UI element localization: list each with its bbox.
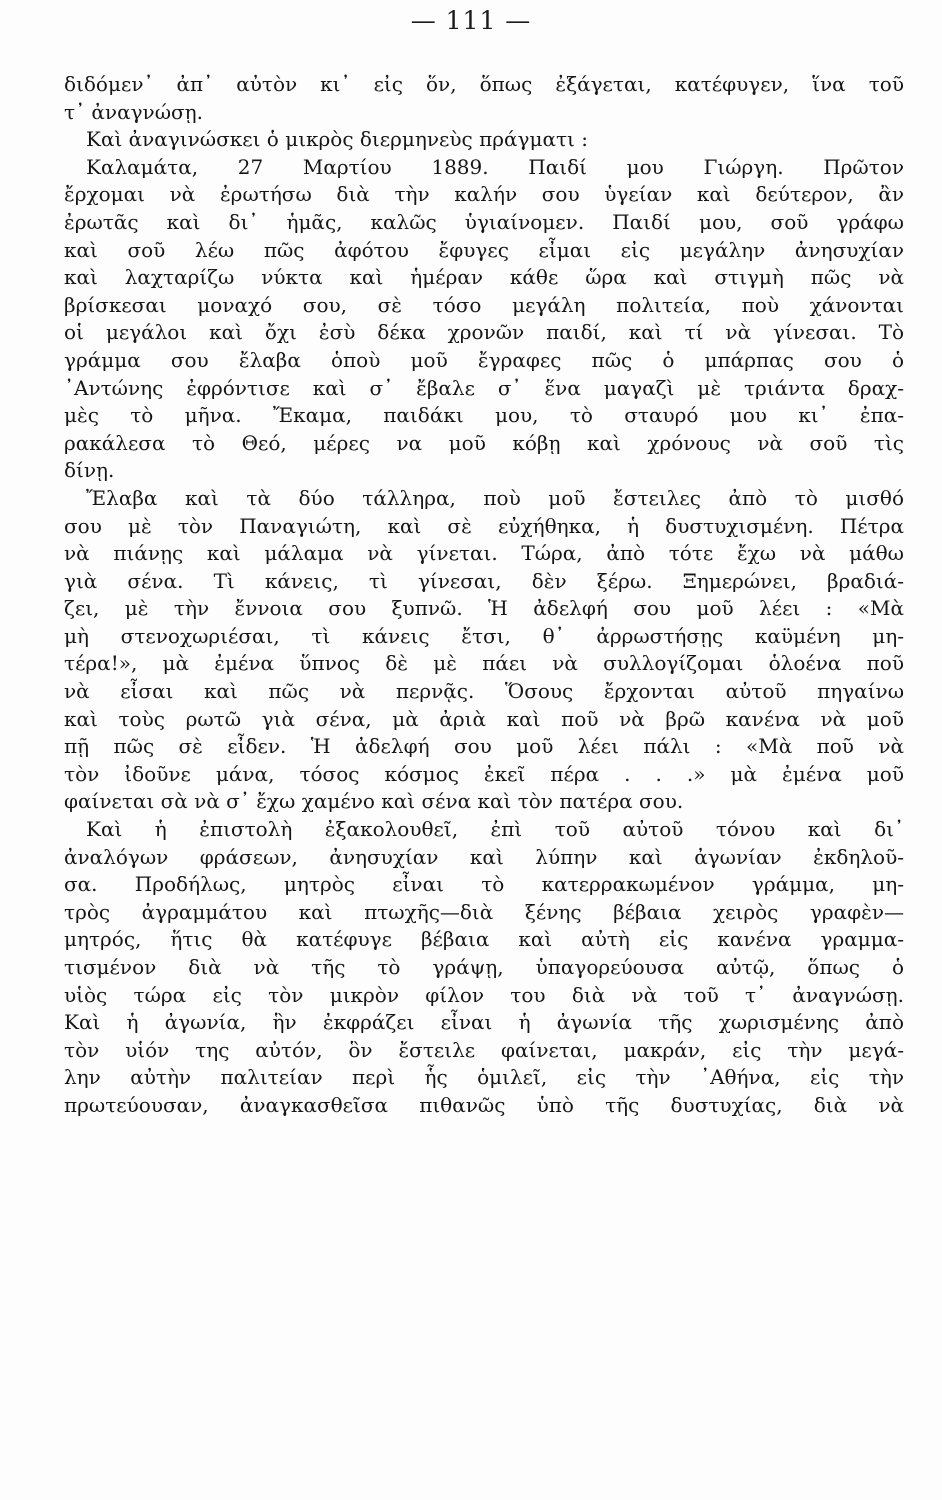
text-line: Καλαμάτα, 27 Μαρτίου 1889. Παιδί μου Γιώργη. Πρῶτον [86,154,904,179]
text-line: μὲς τὸ μῆνα. Ἔκαμα, παιδάκι μου, τὸ σταυρό μου κι᾽ ἐπα- [64,403,904,428]
text-line: ἀναλόγων φράσεων, ἀνησυχίαν καὶ λύπην καὶ ἀγωνίαν ἐκδηλοῦ- [64,844,904,869]
text-line: καὶ τοὺς ρωτῶ γιὰ σένα, μὰ ἀριὰ καὶ ποῦ νὰ βρῶ κανένα νὰ μοῦ [64,706,904,731]
body-text [64,71,904,1120]
text-line: σα. Προδήλως, μητρὸς εἶναι τὸ κατερρακωμένον γράμμα, μη- [64,872,904,897]
text-line: τισμένον διὰ νὰ τῆς τὸ γράψῃ, ὑπαγορεύουσα αὐτῷ, ὅπως ὁ [64,955,904,979]
text-line: τ᾽ ἀναγνώσῃ. [64,99,204,124]
text-line: διδόμεν᾽ ἀπ᾽ αὐτὸν κι᾽ εἰς ὅν, ὅπως ἐξάγεται, κατέφυγεν, ἵνα τοῦ [64,72,904,96]
text-line: νὰ εἶσαι καὶ πῶς νὰ περνᾷς. Ὅσους ἔρχονται αὐτοῦ πηγαίνω [64,679,904,704]
text-line: γράμμα σου ἔλαβα ὁποὺ μοῦ ἔγραφες πῶς ὁ μπάρπας σου ὁ [64,347,904,372]
text-line: Καὶ ἡ ἀγωνία, ἣν ἐκφράζει εἶναι ἡ ἀγωνία τῆς χωρισμένης ἀπὸ [64,1010,904,1035]
text-line: καὶ σοῦ λέω πῶς ἀφότου ἔφυγες εἶμαι εἰς μεγάλην ἀνησυχίαν [64,237,904,262]
text-line: καὶ λαχταρίζω νύκτα καὶ ἡμέραν κάθε ὥρα καὶ στιγμὴ πῶς νὰ [64,265,904,290]
text-line: γιὰ σένα. Τὶ κάνεις, τὶ γίνεσαι, δὲν ξέρω. Ξημερώνει, βραδιά- [64,568,904,593]
text-line: οἱ μεγάλοι καὶ ὄχι ἐσὺ δέκα χρονῶν παιδί, καὶ τί νὰ γίνεσαι. Τὸ [64,320,904,345]
text-line: Καὶ ἀναγινώσκει ὁ μικρὸς διερμηνεὺς πράγματι : [86,127,588,152]
page-number: — 111 — [410,6,532,35]
text-line: τὸν υἱόν της αὐτόν, ὃν ἔστειλε φαίνεται, μακράν, εἰς τὴν μεγά- [64,1037,904,1062]
text-line: υἱὸς τώρα εἰς τὸν μικρὸν φίλον του διὰ νὰ τοῦ τ᾽ ἀναγνώσῃ. [64,982,904,1007]
text-line: πῇ πῶς σὲ εἶδεν. Ἡ ἀδελφή σου μοῦ λέει πάλι : «Μὰ ποῦ νὰ [64,734,904,759]
text-line: ᾿Αντώνης ἐφρόντισε καὶ σ᾽ ἔβαλε σ᾽ ἕνα μαγαζὶ μὲ τριάντα δραχ- [64,375,904,400]
text-line: ἔρχομαι νὰ ἐρωτήσω διὰ τὴν καλήν σου ὑγείαν καὶ δεύτερον, ἂν [64,182,904,207]
text-line: φαίνεται σὰ νὰ σ᾽ ἔχω χαμένο καὶ σένα καὶ τὸν πατέρα σου. [64,789,684,814]
text-line: ἐρωτᾶς καὶ δι᾽ ἡμᾶς, καλῶς ὑγιαίνομεν. Παιδί μου, σοῦ γράφω [64,209,904,234]
text-line: σου μὲ τὸν Παναγιώτη, καὶ σὲ εὐχήθηκα, ἡ δυστυχισμένη. Πέτρα [64,513,904,538]
text-line: νὰ πιάνῃς καὶ μάλαμα νὰ γίνεται. Τώρα, ἀπὸ τότε ἔχω νὰ μάθω [64,541,904,566]
text-line: Ἔλαβα καὶ τὰ δύο τάλληρα, ποὺ μοῦ ἔστειλες ἀπὸ τὸ μισθό [86,485,904,510]
text-line: τρὸς ἀγραμμάτου καὶ πτωχῆς—διὰ ξένης βέβαια χειρὸς γραφὲν— [64,899,904,924]
text-line: τὸν ἰδοῦνε μάνα, τόσος κόσμος ἐκεῖ πέρα . . .» μὰ ἐμένα μοῦ [64,761,904,786]
text-line: πρωτεύουσαν, ἀναγκασθεῖσα πιθανῶς ὑπὸ τῆς δυστυχίας, διὰ νὰ [64,1092,904,1117]
text-line: βρίσκεσαι μοναχό σου, σὲ τόσο μεγάλη πολιτεία, ποὺ χάνονται [64,292,904,317]
text-line: μητρός, ἥτις θὰ κατέφυγε βέβαια καὶ αὐτὴ εἰς κανένα γραμμα- [64,927,904,952]
text-line: Καὶ ἡ ἐπιστολὴ ἐξακολουθεῖ, ἐπὶ τοῦ αὐτοῦ τόνου καὶ δι᾽ [86,817,904,842]
text-line: λην αὐτὴν παλιτείαν περὶ ἧς ὁμιλεῖ, εἰς τὴν ᾿Αθήνα, εἰς τὴν [64,1065,904,1090]
text-line: ζει, μὲ τὴν ἔννοια σου ξυπνῶ. Ἡ ἀδελφή σου μοῦ λέει : «Μὰ [64,596,904,621]
text-line: τέρα!», μὰ ἐμένα ὕπνος δὲ μὲ πάει νὰ συλλογίζομαι ὁλοένα ποῦ [64,651,904,676]
text-line: δίνῃ. [64,458,115,483]
text-line: ρακάλεσα τὸ Θεό, μέρες να μοῦ κόβῃ καὶ χρόνους νὰ σοῦ τὶς [64,430,904,455]
text-line: μὴ στενοχωριέσαι, τὶ κάνεις ἔτσι, θ᾽ ἀρρωστήσῃς καϋμένη μη- [64,623,904,648]
